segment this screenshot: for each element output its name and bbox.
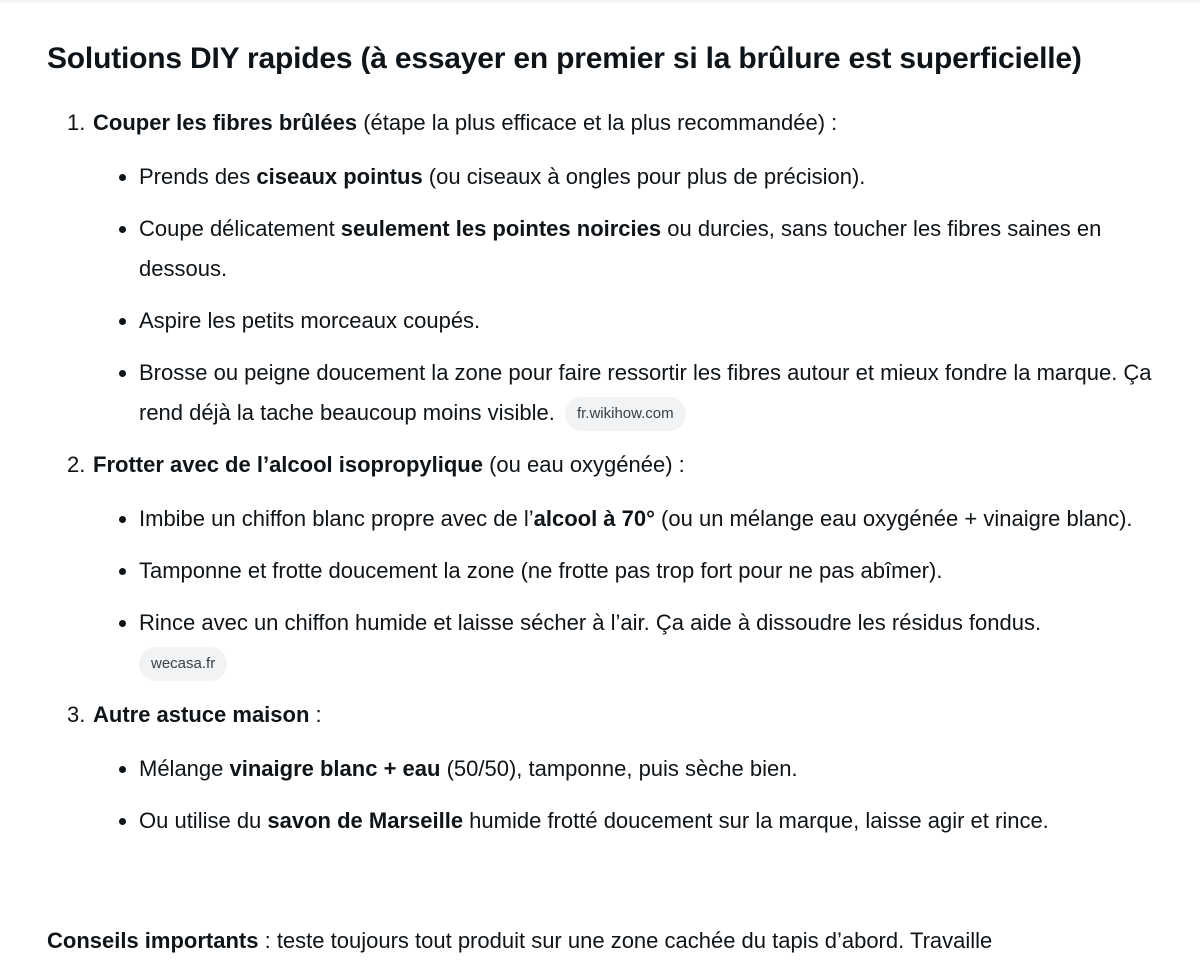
bullet-item: Mélange vinaigre blanc + eau (50/50), tamponne, puis sèche bien.	[93, 749, 1187, 789]
step-item-3	[47, 695, 1187, 841]
step-number: 3.	[67, 702, 86, 727]
step-title: Couper les fibres brûlées	[93, 110, 358, 135]
step-heading	[93, 110, 837, 135]
bullet-item: Coupe délicatement seulement les pointes noircies ou durcies, sans toucher les fibres saines en dessous.	[93, 209, 1187, 289]
step-suffix: (étape la plus efficace et la plus recommandée) :	[357, 110, 838, 135]
important-advice-paragraph	[47, 921, 992, 961]
step-suffix: :	[309, 702, 322, 727]
steps-list	[47, 103, 1187, 853]
step-number: 1.	[67, 110, 86, 135]
step-bullets	[93, 499, 1187, 683]
step-suffix: (ou eau oxygénée) :	[482, 452, 685, 477]
bullet-item: Imbibe un chiffon blanc propre avec de l’alcool à 70° (ou un mélange eau oxygénée + vinaigre blanc).	[93, 499, 1187, 539]
bullet-item: Prends des ciseaux pointus (ou ciseaux à ongles pour plus de précision).	[93, 157, 1187, 197]
top-divider	[0, 0, 1200, 4]
bullet-item: Rince avec un chiffon humide et laisse sécher à l’air. Ça aide à dissoudre les résidus fondus. wecasa.fr	[93, 603, 1187, 683]
step-title: Autre astuce maison	[93, 702, 310, 727]
step-item-1	[47, 103, 1187, 433]
advice-label: Conseils importants	[47, 928, 259, 953]
bullet-item: Tamponne et frotte doucement la zone (ne frotte pas trop fort pour ne pas abîmer).	[93, 551, 1187, 591]
step-heading	[93, 702, 322, 727]
step-bullets	[93, 157, 1187, 433]
step-item-2	[47, 445, 1187, 683]
section-title: Solutions DIY rapides (à essayer en premier si la brûlure est superficielle)	[47, 42, 1082, 75]
step-bullets	[93, 749, 1187, 841]
step-title: Frotter avec de l’alcool isopropylique	[93, 452, 483, 477]
source-link-chip[interactable]: wecasa.fr	[139, 647, 227, 681]
step-heading	[93, 452, 685, 477]
bullet-item: Ou utilise du savon de Marseille humide frotté doucement sur la marque, laisse agir et rince.	[93, 801, 1187, 841]
advice-text: : teste toujours tout produit sur une zone cachée du tapis d’abord. Travaille	[258, 928, 993, 953]
bullet-item: Brosse ou peigne doucement la zone pour faire ressortir les fibres autour et mieux fondre la marque. Ça rend déjà la tache beaucoup moins visible. fr.wikihow.com	[93, 353, 1187, 433]
bullet-item: Aspire les petits morceaux coupés.	[93, 301, 1187, 341]
source-link-chip[interactable]: fr.wikihow.com	[565, 397, 686, 431]
step-number: 2.	[67, 452, 86, 477]
